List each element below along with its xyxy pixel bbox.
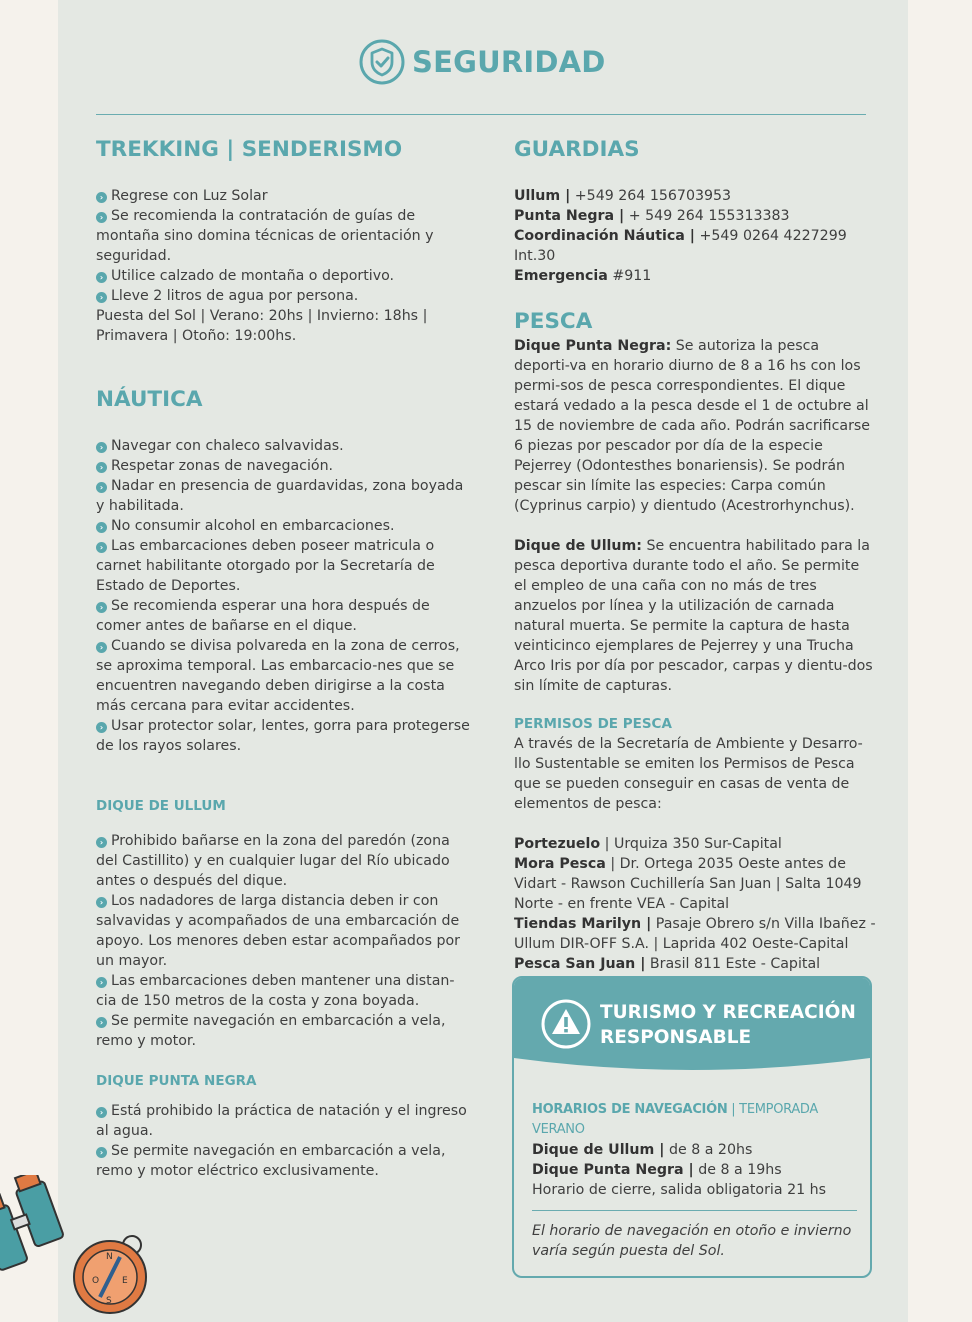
- list-item: › Regrese con Luz Solar: [96, 186, 471, 206]
- list-item: › Se recomienda esperar una hora después de comer antes de bañarse en el dique.: [96, 598, 430, 634]
- closing-time: Horario de cierre, salida obligatoria 21 hs: [532, 1182, 827, 1198]
- right-column: [514, 136, 876, 974]
- card-divider: [532, 1210, 857, 1211]
- card-header: [514, 978, 870, 1080]
- bullet-icon: ›: [96, 212, 107, 223]
- contact-row: Coordinación Náutica | +549 0264 4227299 Int.30: [514, 228, 847, 264]
- section-title-punta-negra: DIQUE PUNTA NEGRA: [96, 1073, 257, 1089]
- svg-text:E: E: [122, 1276, 128, 1286]
- shop-row: Mora Pesca | Dr. Ortega 2035 Oeste antes de Vidart - Rawson Cuchillería San Juan | Salta 1049 Norte - en frente VEA - Capital: [514, 856, 862, 912]
- contact-row: Ullum | +549 264 156703953: [514, 188, 732, 204]
- bullet-icon: ›: [96, 837, 107, 848]
- bullet-icon: ›: [96, 722, 107, 733]
- section-title-guardias: GUARDIAS: [514, 137, 640, 162]
- info-card: [512, 976, 872, 1278]
- bullet-icon: ›: [96, 542, 107, 553]
- shop-row: Pesca San Juan | Brasil 811 Este - Capital: [514, 956, 821, 972]
- list-item: › Se permite navegación en embarcación a vela, remo y motor.: [96, 1013, 446, 1049]
- bullet-icon: ›: [96, 442, 107, 453]
- list-item: › Las embarcaciones deben poseer matricula o carnet habilitante otorgado por la Secretaría de Estado de Deportes.: [96, 538, 435, 594]
- list-item: › No consumir alcohol en embarcaciones.: [96, 516, 471, 536]
- left-column: [96, 136, 471, 1181]
- list-item: › Se recomienda la contratación de guías de montaña sino domina técnicas de orientación y seguridad.: [96, 208, 434, 264]
- bullet-icon: ›: [96, 977, 107, 988]
- list-item: › Respetar zonas de navegación.: [96, 456, 471, 476]
- svg-text:O: O: [92, 1276, 100, 1286]
- content-panel: [58, 0, 908, 1322]
- pesca-punta-negra: Dique Punta Negra: Se autoriza la pesca deporti-va en horario diurno de 8 a 16 hs con los permi-sos de pesca correspondientes. El dique estará vedado a la pesca desde el 1 de octubre al 15 de noviembre de cada año. Podrán sacrificarse 6 piezas por pescador por día de la especie Pejerrey (Odontesthes bonariensis). Se podrán pescar sin límite las especies: Carpa común (Cyprinus carpio) y dientudo (Acestrorhynchus).: [514, 338, 871, 514]
- page-header: [358, 38, 606, 86]
- pesca-ullum: Dique de Ullum: Se encuentra habilitado para la pesca deportiva durante todo el año. Se permite el empleo de una caña con no más de tres anzuelos por línea y la utilización de carnada natural muerta. Se permite la captura de hasta veinticinco ejemplares de Pejerrey y una Trucha Arco Iris por día por pescador, carpas y dientu-dos sin límite de capturas.: [514, 538, 873, 694]
- bullet-icon: ›: [96, 462, 107, 473]
- schedule-row: Dique Punta Negra | de 8 a 19hs: [532, 1162, 782, 1178]
- page-title: SEGURIDAD: [412, 45, 606, 79]
- contact-row: Emergencia #911: [514, 268, 652, 284]
- shield-check-icon: [358, 38, 406, 86]
- bullet-icon: ›: [96, 1107, 107, 1118]
- warning-icon: [540, 998, 592, 1050]
- list-item: › Prohibido bañarse en la zona del paredón (zona del Castillito) y en cualquier lugar del Río ubicado antes o después del dique.: [96, 833, 450, 889]
- bullet-icon: ›: [96, 522, 107, 533]
- list-item: › Usar protector solar, lentes, gorra para protegerse de los rayos solares.: [96, 718, 470, 754]
- header-divider: [96, 114, 866, 115]
- section-title-permisos: PERMISOS DE PESCA: [514, 716, 672, 732]
- list-item: › Cuando se divisa polvareda en la zona de cerros, se aproxima temporal. Las embarcacio-nes que se encuentren navegando deben dirigirse a la costa más cercana para evitar accidentes.: [96, 638, 460, 714]
- section-title-ullum: DIQUE DE ULLUM: [96, 798, 226, 814]
- section-title-trekking: TREKKING | SENDERISMO: [96, 137, 403, 162]
- section-title-nautica: NÁUTICA: [96, 387, 203, 412]
- list-item: › Está prohibido la práctica de natación y el ingreso al agua.: [96, 1103, 467, 1139]
- list-item: › Se permite navegación en embarcación a vela, remo y motor eléctrico exclusivamente.: [96, 1143, 446, 1179]
- bullet-icon: ›: [96, 602, 107, 613]
- bullet-icon: ›: [96, 292, 107, 303]
- list-item: › Nadar en presencia de guardavidas, zona boyada y habilitada.: [96, 478, 464, 514]
- shop-row: Tiendas Marilyn | Pasaje Obrero s/n Villa Ibañez - Ullum DIR-OFF S.A. | Laprida 402 Oeste-Capital: [514, 916, 876, 952]
- bullet-icon: ›: [96, 1017, 107, 1028]
- bullet-icon: ›: [96, 1147, 107, 1158]
- contact-row: Punta Negra | + 549 264 155313383: [514, 208, 790, 224]
- card-note: El horario de navegación en otoño e invierno varía según puesta del Sol.: [532, 1223, 852, 1259]
- bullet-icon: ›: [96, 897, 107, 908]
- bullet-icon: ›: [96, 642, 107, 653]
- bullet-icon: ›: [96, 272, 107, 283]
- list-item: › Las embarcaciones deben mantener una distan-cia de 150 metros de la costa y zona boyada.: [96, 973, 455, 1009]
- section-title-pesca: PESCA: [514, 309, 593, 334]
- sunset-note: Puesta del Sol | Verano: 20hs | Invierno: 18hs | Primavera | Otoño: 19:00hs.: [96, 308, 428, 344]
- list-item: › Utilice calzado de montaña o deportivo.: [96, 266, 471, 286]
- svg-text:N: N: [106, 1252, 113, 1262]
- svg-text:S: S: [106, 1296, 112, 1306]
- list-item: › Los nadadores de larga distancia deben ir con salvavidas y acompañados de una embarcación de apoyo. Los menores deben estar acompañados por un mayor.: [96, 893, 461, 969]
- shop-row: Portezuelo | Urquiza 350 Sur-Capital: [514, 836, 782, 852]
- permisos-intro: A través de la Secretaría de Ambiente y Desarro-llo Sustentable se emiten los Permisos de Pesca que se pueden conseguir en casas de venta de elementos de pesca:: [514, 736, 863, 812]
- list-item: › Navegar con chaleco salvavidas.: [96, 436, 471, 456]
- card-title: TURISMO Y RECREACIÓN RESPONSABLE: [600, 1002, 856, 1048]
- bullet-icon: ›: [96, 482, 107, 493]
- schedule-row: Dique de Ullum | de 8 a 20hs: [532, 1142, 753, 1158]
- card-subtitle: HORARIOS DE NAVEGACIÓN | TEMPORADA VERANO: [532, 1102, 818, 1137]
- bullet-icon: ›: [96, 192, 107, 203]
- binoculars-compass-icon: [0, 1175, 160, 1322]
- list-item: › Lleve 2 litros de agua por persona.: [96, 286, 471, 306]
- card-body: [532, 1100, 857, 1261]
